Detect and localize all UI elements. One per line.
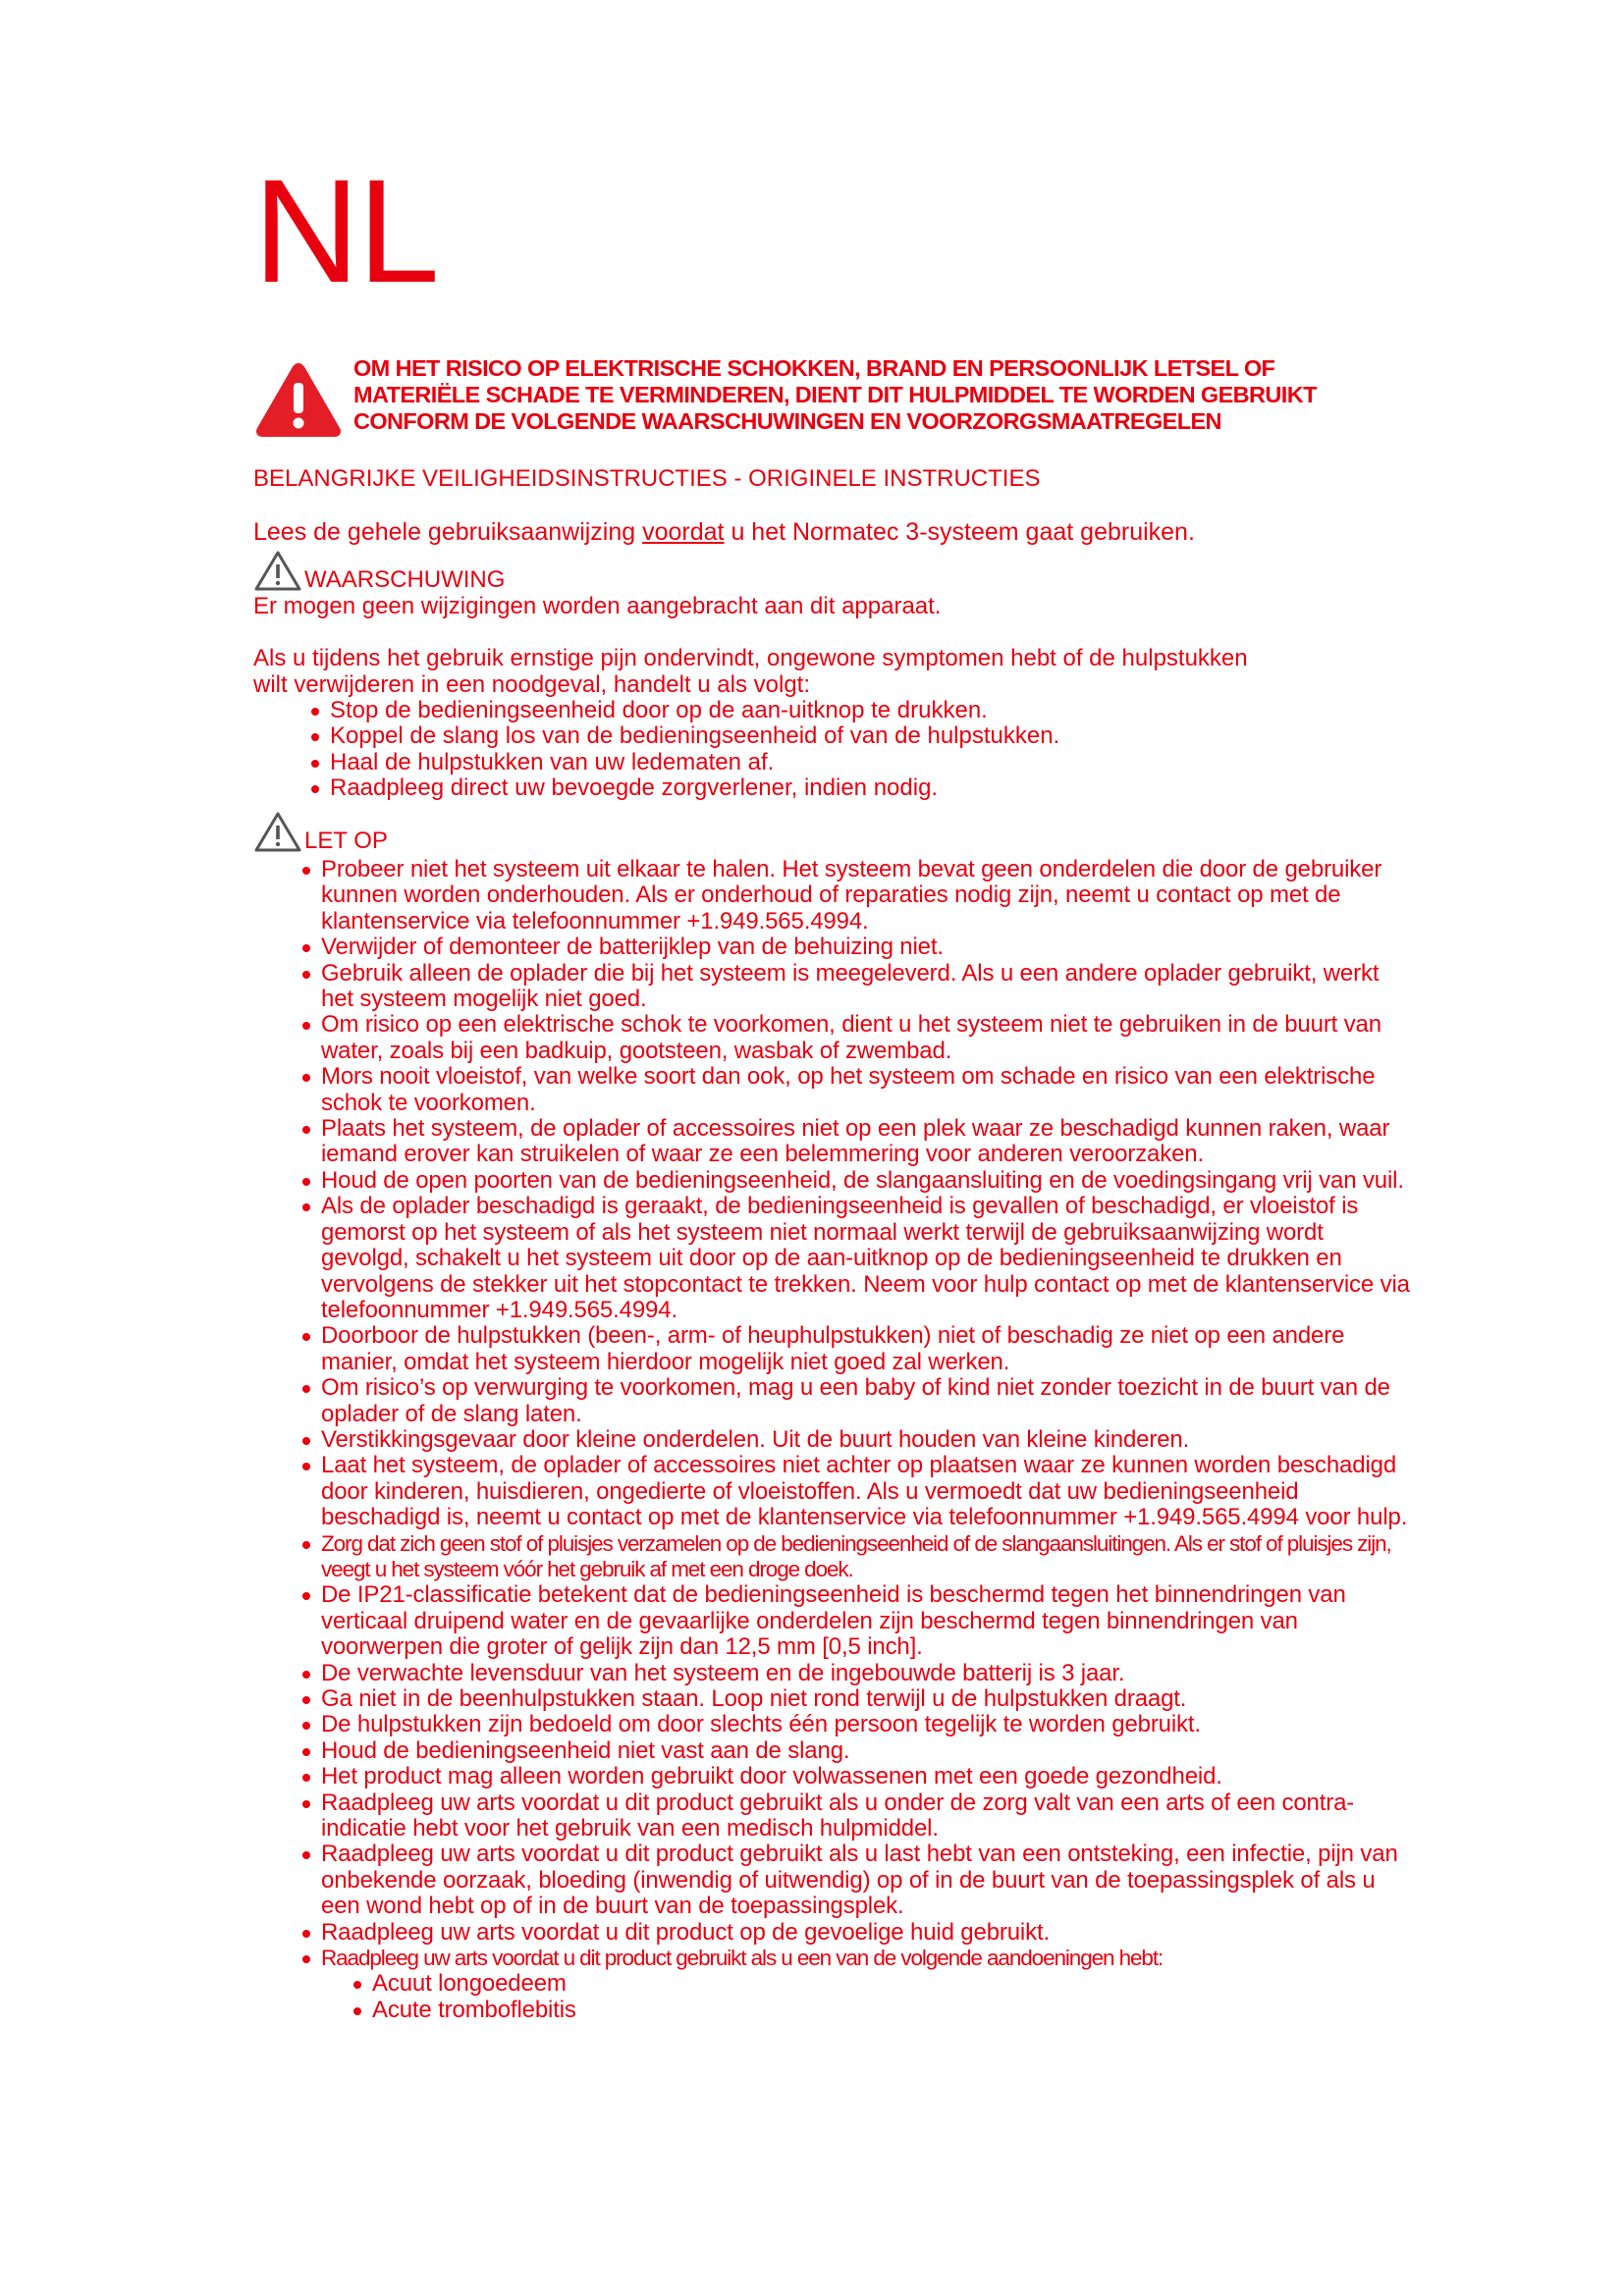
warning-text: Er mogen geen wijzigingen worden aangebracht aan dit apparaat. [253, 593, 942, 619]
warning-block [253, 355, 1382, 444]
list-item: Verwijder of demonteer de batterijklep van de behuizing niet. [321, 934, 1411, 960]
list-item: Om risico op een elektrische schok te voorkomen, dient u het systeem niet te gebruiken in de buurt van water, zoals bij een badkuip, gootsteen, wasbak of zwembad. [321, 1012, 1411, 1064]
warning-outline-triangle-icon [253, 811, 302, 854]
intro-text-after: u het Normatec 3-systeem gaat gebruiken. [724, 518, 1195, 546]
warning-title-label: WAARSCHUWING [304, 566, 506, 593]
intro-sentence [253, 517, 1195, 547]
list-item: Raadpleeg uw arts voordat u dit product gebruikt als u onder de zorg valt van een arts of een contra-indicatie hebt voor het gebruik van een medisch hulpmiddel. [321, 1790, 1411, 1842]
list-item: Laat het systeem, de oplader of accessoires niet achter op plaatsen waar ze kunnen worden beschadigd door kinderen, huisdieren, ongedierte of vloeistoffen. Als u vermoedt dat uw bedieningseenheid beschadigd is, neemt u contact op met de klantenservice via telefoonnummer +1.949.565.4994 voor hulp. [321, 1453, 1411, 1530]
list-item: Plaats het systeem, de oplader of accessoires niet op een plek waar ze beschadigd kunnen raken, waar iemand erover kan struikelen of waar ze een belemmering voor anderen veroorzaken. [321, 1116, 1411, 1168]
caution-title-label: LET OP [304, 828, 388, 854]
language-heading: NL [253, 148, 438, 313]
list-item: Stop de bedieningseenheid door op de aan-uitknop te drukken. [330, 698, 1459, 723]
intro-text-before: Lees de gehele gebruiksaanwijzing [253, 518, 643, 546]
emergency-steps-list [330, 698, 1459, 802]
list-item: Gebruik alleen de oplader die bij het systeem is meegeleverd. Als u een andere oplader gebruikt, werkt het systeem mogelijk niet goed. [321, 961, 1411, 1013]
caution-title [253, 811, 388, 854]
list-item: Het product mag alleen worden gebruikt door volwassenen met een goede gezondheid. [321, 1764, 1411, 1789]
list-item: De verwachte levensduur van het systeem en de ingebouwde batterij is 3 jaar. [321, 1661, 1411, 1686]
emergency-intro: Als u tijdens het gebruik ernstige pijn ondervindt, ongewone symptomen hebt of de hulpstukken wilt verwijderen in een noodgeval, handelt u als volgt: [253, 645, 1248, 698]
safety-instructions-title: BELANGRIJKE VEILIGHEIDSINSTRUCTIES - ORIGINELE INSTRUCTIES [253, 465, 1041, 492]
list-item-text: Raadpleeg uw arts voordat u dit product gebruikt als u een van de volgende aandoeningen hebt: [321, 1946, 1164, 1971]
list-item: Verstikkingsgevaar door kleine onderdelen. Uit de buurt houden van kleine kinderen. [321, 1427, 1411, 1453]
list-item: Koppel de slang los van de bedieningseenheid of van de hulpstukken. [330, 723, 1459, 749]
list-item: Als de oplader beschadigd is geraakt, de bedieningseenheid is gevallen of beschadigd, er vloeistof is gemorst op het systeem of als het systeem niet normaal werkt terwijl de gebruiksaanwijzing wordt gevolgd, schakelt u het systeem uit door op de aan-uitknop op de bedieningseenheid te drukken en vervolgens de stekker uit het stopcontact te trekken. Neem voor hulp contact op met de klantenservice via telefoonnummer +1.949.565.4994. [321, 1193, 1410, 1323]
list-item: Ga niet in de beenhulpstukken staan. Loop niet rond terwijl u de hulpstukken draagt. [321, 1686, 1411, 1712]
list-item: Zorg dat zich geen stof of pluisjes verzamelen op de bedieningseenheid of de slangaansluitingen. Als er stof of pluisjes zijn, veegt u het systeem vóór het gebruik af met een droge doek. [321, 1531, 1411, 1583]
list-item: Probeer niet het systeem uit elkaar te halen. Het systeem bevat geen onderdelen die door de gebruiker kunnen worden onderhouden. Als er onderhoud of reparaties nodig zijn, neemt u contact op met de klantenservice via telefoonnummer +1.949.565.4994. [321, 857, 1411, 934]
warning-heading: OM HET RISICO OP ELEKTRISCHE SCHOKKEN, BRAND EN PERSOONLIJK LETSEL OF MATERIËLE SCHADE TE VERMINDEREN, DIENT DIT HULPMIDDEL TE WORDEN GEBRUIKT CONFORM DE VOLGENDE WAARSCHUWINGEN EN VOORZORGSMAATREGELEN [353, 355, 1317, 434]
list-item: Raadpleeg uw arts voordat u dit product gebruikt als u last hebt van een ontsteking, een infectie, pijn van onbekende oorzaak, bloeding (inwendig of uitwendig) op of in de buurt van de toepassingsplek of als u een wond hebt op of in de buurt van de toepassingsplek. [321, 1842, 1411, 1919]
list-item: Houd de open poorten van de bedieningseenheid, de slangaansluiting en de voedingsingang vrij van vuil. [321, 1168, 1411, 1194]
conditions-sublist [321, 1971, 1501, 2023]
warning-filled-triangle-icon [253, 359, 344, 440]
list-item: De hulpstukken zijn bedoeld om door slechts één persoon tegelijk te worden gebruikt. [321, 1712, 1411, 1737]
list-item: Om risico’s op verwurging te voorkomen, mag u een baby of kind niet zonder toezicht in de buurt van de oplader of de slang laten. [321, 1375, 1411, 1427]
list-item: De IP21-classificatie betekent dat de bedieningseenheid is beschermd tegen het binnendringen van verticaal druipend water en de gevaarlijke onderdelen zijn beschermd tegen binnendringen van voorwerpen die groter of gelijk zijn dan 12,5 mm [0,5 inch]. [321, 1582, 1411, 1660]
caution-list [321, 856, 1411, 2023]
list-item: Houd de bedieningseenheid niet vast aan de slang. [321, 1738, 1411, 1764]
list-item: Haal de hulpstukken van uw ledematen af. [330, 750, 1459, 775]
list-item: Raadpleeg direct uw bevoegde zorgverlener, indien nodig. [330, 775, 1459, 801]
list-item [321, 1946, 1411, 2023]
warning-outline-triangle-icon [253, 550, 302, 593]
list-item: Acute tromboflebitis [372, 1998, 1501, 2023]
list-item: Raadpleeg uw arts voordat u dit product op de gevoelige huid gebruikt. [321, 1920, 1411, 1946]
warning-title [253, 550, 505, 593]
list-item: Acuut longoedeem [372, 1971, 1501, 1997]
intro-underlined-word: voordat [642, 518, 725, 546]
list-item: Mors nooit vloeistof, van welke soort dan ook, op het systeem om schade en risico van een elektrische schok te voorkomen. [321, 1064, 1411, 1116]
list-item: Doorboor de hulpstukken (been-, arm- of heuphulpstukken) niet of beschadig ze niet op een andere manier, omdat het systeem hierdoor mogelijk niet goed zal werken. [321, 1323, 1411, 1375]
